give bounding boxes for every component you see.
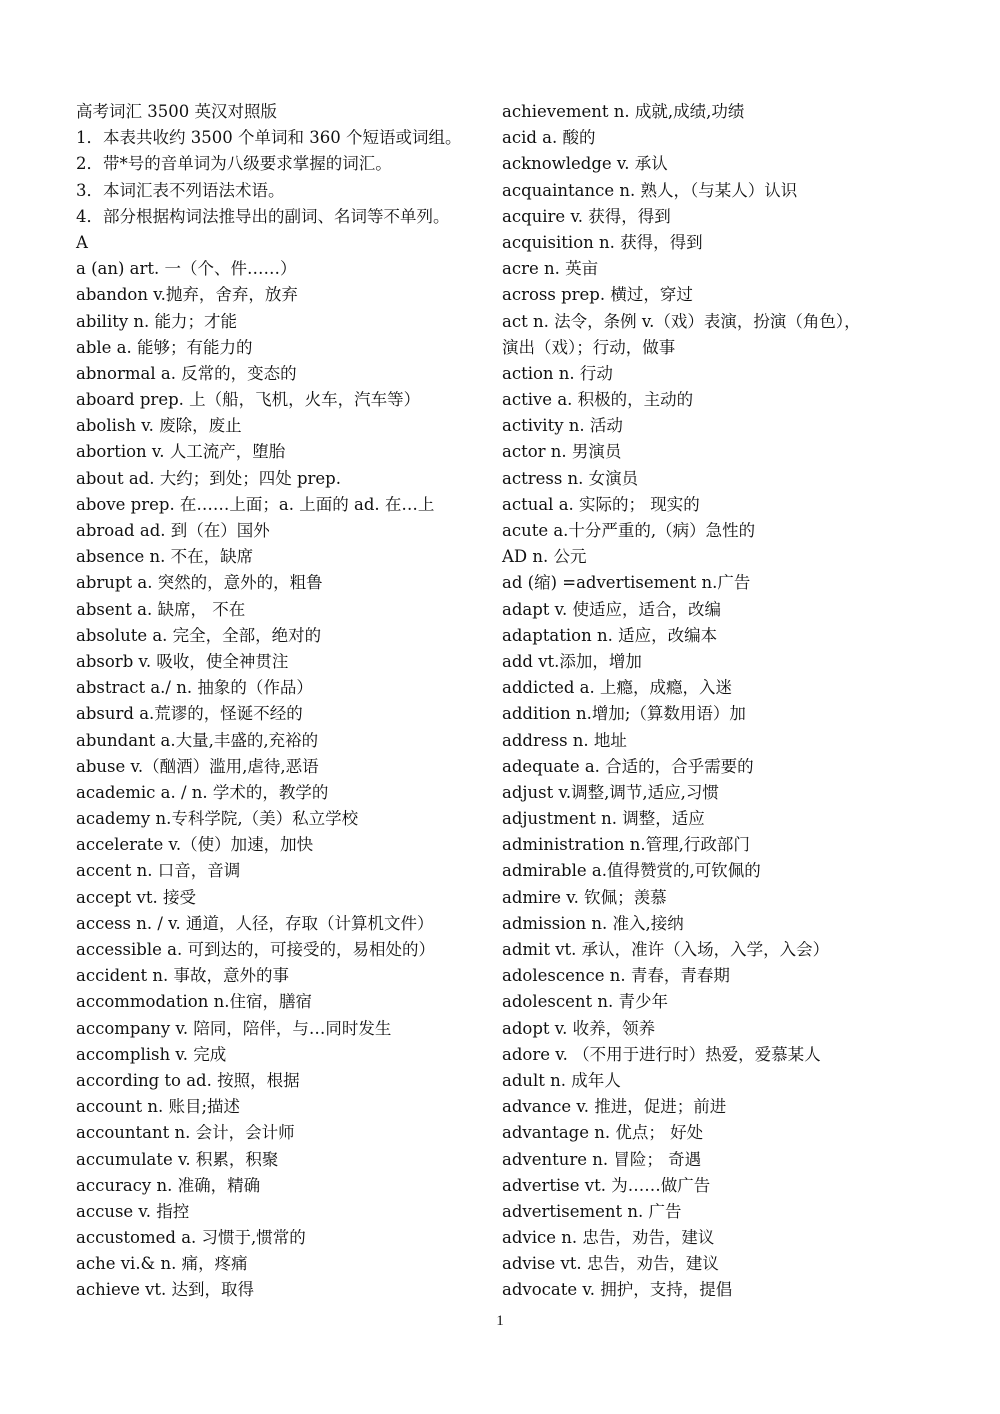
vocab-line: actual a. 实际的； 现实的 xyxy=(502,494,700,514)
vocab-line: acute a.十分严重的,（病）急性的 xyxy=(502,521,756,540)
vocab-line: academic a. / n. 学术的，教学的 xyxy=(76,782,329,802)
vocab-line: actress n. 女演员 xyxy=(502,468,639,488)
right-column xyxy=(502,99,902,1304)
vocab-line: ache vi.& n. 痛，疼痛 xyxy=(76,1254,248,1274)
page-number: 1 xyxy=(496,1313,504,1329)
vocab-line: abuse v.（酗酒）滥用,虐待,恶语 xyxy=(76,756,319,776)
vocab-line: ad (缩) =advertisement n.广告 xyxy=(502,573,751,593)
vocab-line: adore v. （不用于进行时）热爱，爱慕某人 xyxy=(502,1044,821,1064)
vocab-line: advance v. 推进，促进；前进 xyxy=(502,1097,727,1117)
vocab-line: abstract a./ n. 抽象的（作品） xyxy=(76,678,313,698)
vocab-line: adopt v. 收养，领养 xyxy=(502,1018,656,1038)
vocab-line: able a. 能够；有能力的 xyxy=(76,337,253,357)
vocab-line: acquaintance n. 熟人，（与某人）认识 xyxy=(502,180,798,200)
vocab-line: action n. 行动 xyxy=(502,363,613,383)
vocab-line: adventure n. 冒险； 奇遇 xyxy=(502,1149,702,1169)
vocab-line: accuracy n. 准确，精确 xyxy=(76,1175,261,1195)
vocab-line: aboard prep. 上（船，飞机，火车，汽车等） xyxy=(76,390,421,410)
vocab-line: abundant a.大量,丰盛的,充裕的 xyxy=(76,730,319,750)
vocab-line: addition n.增加;（算数用语）加 xyxy=(502,704,746,724)
vocab-line: adjust v.调整,调节,适应,习惯 xyxy=(502,782,719,802)
vocab-line: abortion v. 人工流产，堕胎 xyxy=(76,442,286,462)
vocab-line: advantage n. 优点； 好处 xyxy=(502,1123,704,1143)
vocab-line: admire v. 钦佩；羡慕 xyxy=(502,887,667,907)
vocab-line: adult n. 成年人 xyxy=(502,1070,621,1090)
vocab-line: add vt.添加，增加 xyxy=(502,651,642,671)
vocab-line: abnormal a. 反常的，变态的 xyxy=(76,363,297,383)
vocab-line: acre n. 英亩 xyxy=(502,259,599,279)
vocab-line: accommodation n.住宿，膳宿 xyxy=(76,992,312,1012)
vocab-line: 演出（戏）；行动，做事 xyxy=(502,337,676,357)
vocab-line: 高考词汇 3500 英汉对照版 xyxy=(76,102,277,121)
vocab-line: acid a. 酸的 xyxy=(502,128,596,148)
vocab-line: accessible a. 可到达的，可接受的，易相处的） xyxy=(76,940,435,959)
vocab-line: account n. 账目;描述 xyxy=(76,1097,241,1117)
vocab-line: advocate v. 拥护，支持，提倡 xyxy=(502,1280,733,1300)
vocab-line: achievement n. 成就,成绩,功绩 xyxy=(502,102,745,121)
vocab-line: accumulate v. 积累，积聚 xyxy=(76,1149,279,1169)
vocab-line: adolescence n. 青春，青春期 xyxy=(502,966,730,986)
vocab-line: ability n. 能力；才能 xyxy=(76,311,238,331)
vocab-line: advertise vt. 为……做广告 xyxy=(502,1175,711,1195)
vocab-line: admit vt. 承认，准许（入场，入学，入会） xyxy=(502,940,830,959)
vocab-line: 4．部分根据构词法推导出的副词、名词等不单列。 xyxy=(76,206,450,226)
vocab-line: accent n. 口音，音调 xyxy=(76,861,241,881)
vocab-line: adequate a. 合适的，合乎需要的 xyxy=(502,756,754,776)
vocab-line: AD n. 公元 xyxy=(502,547,587,567)
vocab-line: activity n. 活动 xyxy=(502,416,623,436)
vocab-line: accident n. 事故，意外的事 xyxy=(76,966,290,986)
vocab-line: advise vt. 忠告，劝告，建议 xyxy=(502,1254,719,1274)
vocab-line: administration n.管理,行政部门 xyxy=(502,835,750,855)
vocab-line: 2．带*号的音单词为八级要求掌握的词汇。 xyxy=(76,154,392,174)
vocab-line: acquisition n. 获得，得到 xyxy=(502,232,703,252)
vocab-line: active a. 积极的，主动的 xyxy=(502,390,694,410)
vocab-line: accompany v. 陪同，陪伴，与…同时发生 xyxy=(76,1018,392,1038)
vocab-line: absurd a.荒谬的，怪诞不经的 xyxy=(76,704,303,724)
vocab-line: advertisement n. 广告 xyxy=(502,1201,682,1221)
vocab-line: absolute a. 完全，全部，绝对的 xyxy=(76,625,322,645)
vocab-line: above prep. 在……上面；a. 上面的 ad. 在…上 xyxy=(76,494,435,514)
vocab-line: achieve vt. 达到，取得 xyxy=(76,1280,255,1300)
vocab-line: adaptation n. 适应，改编本 xyxy=(502,625,718,645)
vocab-line: accept vt. 接受 xyxy=(76,887,196,907)
vocab-line: according to ad. 按照，根据 xyxy=(76,1070,300,1090)
vocab-line: abrupt a. 突然的，意外的，粗鲁 xyxy=(76,573,323,593)
vocab-line: abolish v. 废除，废止 xyxy=(76,416,242,436)
vocab-line: admirable a.值得赞赏的,可钦佩的 xyxy=(502,861,761,881)
vocab-line: addicted a. 上瘾，成瘾，入迷 xyxy=(502,678,733,698)
vocab-line: absorb v. 吸收，使全神贯注 xyxy=(76,651,289,671)
vocab-line: across prep. 横过，穿过 xyxy=(502,285,693,305)
vocab-line: a (an) art. 一（个、件……） xyxy=(76,259,297,279)
vocab-line: accomplish v. 完成 xyxy=(76,1044,227,1064)
vocab-line: address n. 地址 xyxy=(502,730,627,750)
vocab-line: absent a. 缺席， 不在 xyxy=(76,599,246,619)
vocab-line: access n. / v. 通道，人径，存取（计算机文件） xyxy=(76,913,434,933)
vocab-line: adjustment n. 调整，适应 xyxy=(502,809,705,829)
vocab-line: accuse v. 指控 xyxy=(76,1201,190,1221)
vocab-line: advice n. 忠告，劝告，建议 xyxy=(502,1228,715,1248)
vocab-line: act n. 法令，条例 v.（戏）表演，扮演（角色）， xyxy=(502,311,861,331)
vocab-line: admission n. 准入,接纳 xyxy=(502,913,684,933)
vocab-line: abroad ad. 到（在）国外 xyxy=(76,521,270,540)
vocab-line: acquire v. 获得，得到 xyxy=(502,206,671,226)
vocab-line: acknowledge v. 承认 xyxy=(502,154,668,174)
vocab-line: abandon v.抛弃，舍弃，放弃 xyxy=(76,285,298,305)
vocab-line: accustomed a. 习惯于,惯常的 xyxy=(76,1228,306,1248)
vocab-line: absence n. 不在，缺席 xyxy=(76,547,254,567)
vocab-line: 3．本词汇表不列语法术语。 xyxy=(76,180,285,200)
vocab-line: actor n. 男演员 xyxy=(502,442,622,462)
left-column xyxy=(76,99,491,1304)
vocab-line: accountant n. 会计，会计师 xyxy=(76,1123,295,1143)
vocab-line: accelerate v.（使）加速，加快 xyxy=(76,835,314,855)
vocab-line: about ad. 大约；到处；四处 prep. xyxy=(76,468,341,488)
vocab-line: 1．本表共收约 3500 个单词和 360 个短语或词组。 xyxy=(76,128,462,148)
vocab-line: academy n.专科学院,（美）私立学校 xyxy=(76,809,359,829)
vocab-line: A xyxy=(76,232,88,252)
vocab-line: adolescent n. 青少年 xyxy=(502,992,668,1012)
vocab-line: adapt v. 使适应，适合，改编 xyxy=(502,599,722,619)
